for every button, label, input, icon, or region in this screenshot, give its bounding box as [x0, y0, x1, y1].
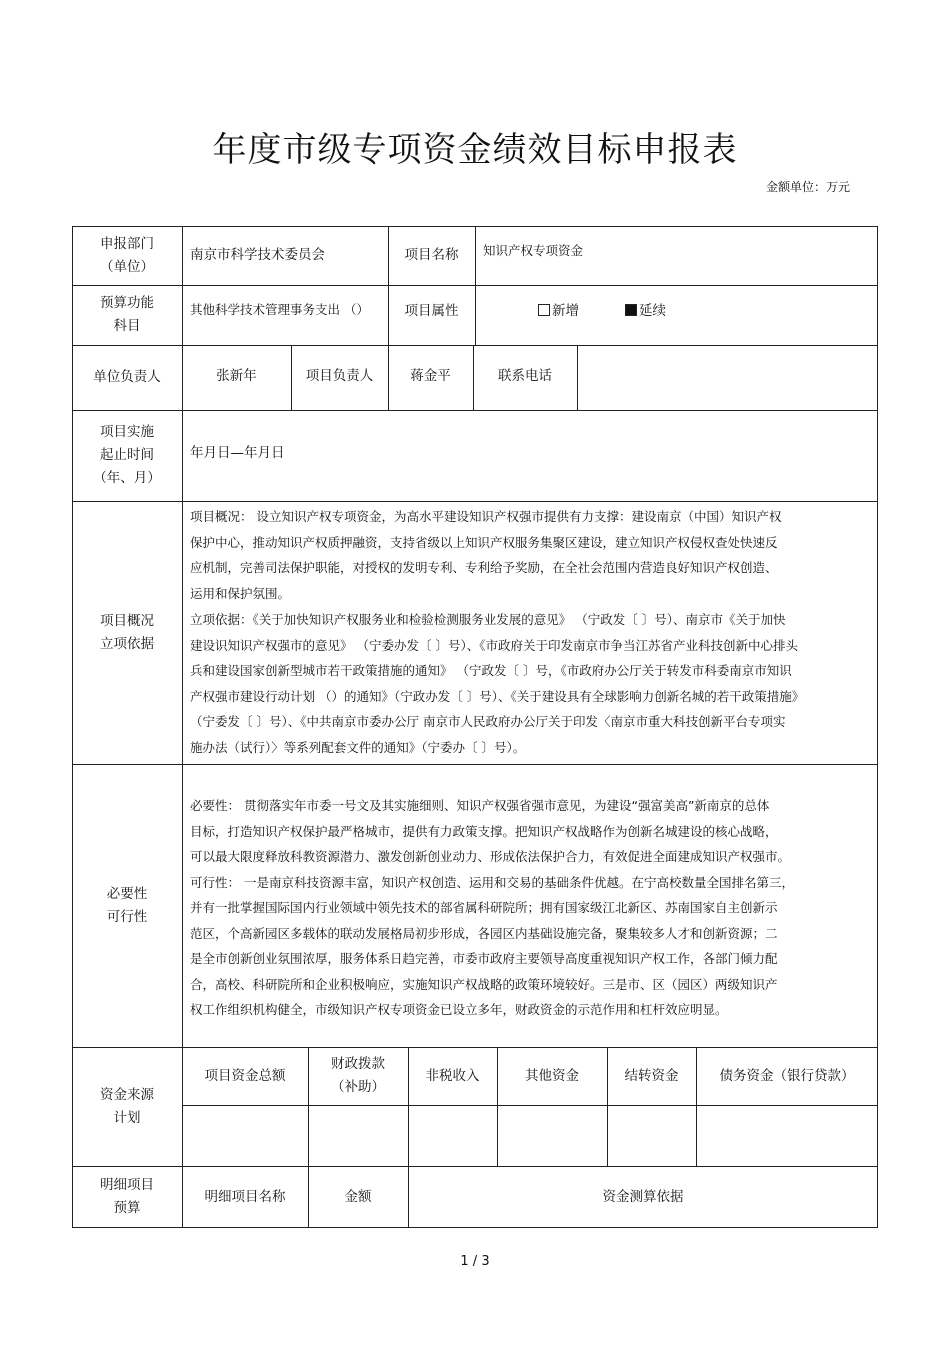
text-line: 立项依据：《关于加快知识产权服务业和检验检测服务业发展的意见》 （宁政发〔 〕号）、南京市《关于加快: [190, 612, 786, 627]
phone-label: 联系电话: [498, 367, 552, 384]
header-debt-funds: 债务资金（银行贷款）: [719, 1067, 855, 1084]
row-divider: [72, 764, 878, 765]
overview-label-line1: 项目概况: [100, 612, 154, 629]
overview-basis-label: [72, 501, 182, 764]
application-form-table: [72, 226, 878, 1228]
unchecked-box-icon: [538, 304, 550, 316]
fund-label-line2: 计划: [113, 1109, 141, 1126]
attr-new-option[interactable]: [538, 300, 579, 323]
project-basis-text: [190, 607, 804, 760]
detail-label-line2: 预算: [113, 1200, 141, 1216]
fund-source-label: [72, 1047, 182, 1166]
dept-label: [72, 226, 182, 285]
overview-label-line2: 立项依据: [100, 635, 154, 652]
project-name-value: 知识产权专项资金: [483, 243, 584, 259]
header-other-funds: 其他资金: [525, 1067, 579, 1084]
text-line: 产权强市建设行动计划 （）的通知》（宁政办发〔 〕号）、《关于建设具有全球影响力创新名城的若干政策措施》: [190, 688, 805, 704]
period-label-line3: （年、月）: [93, 469, 161, 486]
detail-amount-header: 金额: [344, 1188, 372, 1205]
amount-unit-note: 金额单位：万元: [765, 180, 850, 194]
budget-subject-label: [72, 285, 182, 345]
detail-item-name-header: 明细项目名称: [204, 1188, 286, 1205]
text-line: 应机制，完善司法保护职能，对授权的发明专利、专利给予奖励，在全社会范围内营造良好知识产权创造、: [190, 560, 778, 575]
text-line: 必要性： 贯彻落实年市委一号文及其实施细则、知识产权强省强市意见，为建设“强富美高”新南京的总体: [190, 798, 770, 813]
text-line: 建设识知识产权强市的意见》 （宁委办发〔 〕号）、《市政府关于印发南京市争当江苏省产业科技创新中心排头: [190, 637, 798, 653]
fund-label-line1: 资金来源: [100, 1086, 154, 1103]
row-divider: [182, 1105, 878, 1106]
detail-budget-label: [72, 1166, 182, 1228]
header-total-funds: 项目资金总额: [204, 1067, 286, 1084]
dept-label-line2: （单位）: [100, 258, 154, 275]
dept-value: 南京市科学技术委员会: [190, 247, 325, 264]
page-number: 1 / 3: [460, 1254, 490, 1269]
budget-subject-value: 其他科学技术管理事务支出 （）: [190, 302, 369, 318]
text-line: （宁委发〔 〕号）、《中共南京市委办公厅 南京市人民政府办公厅关于印发〈南京市重大科技创新平台专项实: [190, 714, 786, 729]
text-line: 目标，打造知识产权保护最严格城市，提供有力政策支撑。把知识产权战略作为创新名城建设的核心战略，: [190, 823, 778, 839]
text-line: 权工作组织机构健全，市级知识产权专项资金已设立多年，财政资金的示范作用和杠杆效应明显。: [190, 1002, 728, 1017]
text-line: 并有一批掌握国际国内行业领域中领先技术的部省属科研院所；拥有国家级江北新区、苏南国家自主创新示: [190, 900, 778, 915]
text-line: 项目概况： 设立知识产权专项资金，为高水平建设知识产权强市提供有力支撑：建设南京（中国）知识产权: [190, 509, 782, 524]
header-fiscal-allocation: [308, 1047, 408, 1105]
period-label-line1: 项目实施: [100, 424, 154, 441]
necessity-feasibility-label: [72, 764, 182, 1047]
project-name-label: 项目名称: [404, 247, 459, 264]
header-carryover-funds: 结转资金: [624, 1067, 679, 1084]
budget-label-line1: 预算功能: [100, 295, 154, 312]
row-divider: [72, 501, 878, 502]
text-line: 可以最大限度释放科教资源潜力、激发创新创业动力、形成依法保护合力，有效促进全面建成知识产权强市。: [190, 849, 791, 864]
necessity-label-line2: 可行性: [106, 908, 148, 925]
detail-label-line1: 明细项目: [100, 1177, 154, 1194]
document-title: 年度市级专项资金绩效目标申报表: [212, 130, 738, 170]
phone-value: [577, 345, 878, 407]
project-attribute-options: [475, 285, 878, 337]
necessity-label-line1: 必要性: [106, 885, 148, 902]
project-overview-text: [190, 504, 781, 606]
implementation-period-value: 年月日—年月日: [190, 444, 285, 461]
budget-label-line2: 科目: [113, 318, 141, 334]
necessity-feasibility-text: [190, 793, 794, 1023]
implementation-period-label: [72, 410, 182, 501]
text-line: 合，高校、科研院所和企业积极响应，实施知识产权战略的政策环境较好。三是市、区（园区）两级知识产: [190, 976, 778, 992]
text-line: 可行性： 一是南京科技资源丰富，知识产权创造、运用和交易的基础条件优越。在宁高校数量全国排名第三，: [190, 874, 794, 890]
attr-new-label: 新增: [552, 302, 579, 319]
text-line: 范区，个高新园区多载体的联动发展格局初步形成，各园区内基础设施完备，聚集较多人才和创新资源；二: [190, 925, 778, 941]
fiscal-line2: （补助）: [331, 1079, 385, 1095]
fiscal-line1: 财政拨款: [331, 1056, 385, 1073]
project-head-value: 蒋金平: [410, 367, 451, 384]
period-label-line2: 起止时间: [100, 447, 154, 464]
project-attribute-label: 项目属性: [404, 302, 459, 319]
unit-head-label: 单位负责人: [93, 369, 161, 386]
text-line: 是全市创新创业氛围浓厚，服务体系日趋完善，市委市政府主要领导高度重视知识产权工作，各部门倾力配: [190, 951, 778, 966]
text-line: 施办法（试行）〉等系列配套文件的通知》（宁委办〔 〕号）。: [190, 739, 526, 755]
header-non-tax-income: 非税收入: [425, 1067, 480, 1084]
project-head-label: 项目负责人: [305, 367, 374, 384]
text-line: 兵和建设国家创新型城市若干政策措施的通知》 （宁政发〔 〕号，《市政府办公厅关于转发市科委南京市知识: [190, 663, 792, 678]
detail-basis-header: 资金测算依据: [602, 1188, 684, 1205]
text-line: 保护中心，推动知识产权质押融资，支持省级以上知识产权服务集聚区建设，建立知识产权侵权查处快速反: [190, 534, 778, 550]
text-line: 运用和保护氛围。: [190, 585, 291, 601]
attr-continue-label: 延续: [639, 302, 666, 319]
checked-box-icon: [625, 304, 637, 316]
attr-continue-option[interactable]: [625, 300, 666, 323]
dept-label-line1: 申报部门: [100, 235, 154, 252]
unit-head-value: 张新年: [216, 367, 257, 384]
